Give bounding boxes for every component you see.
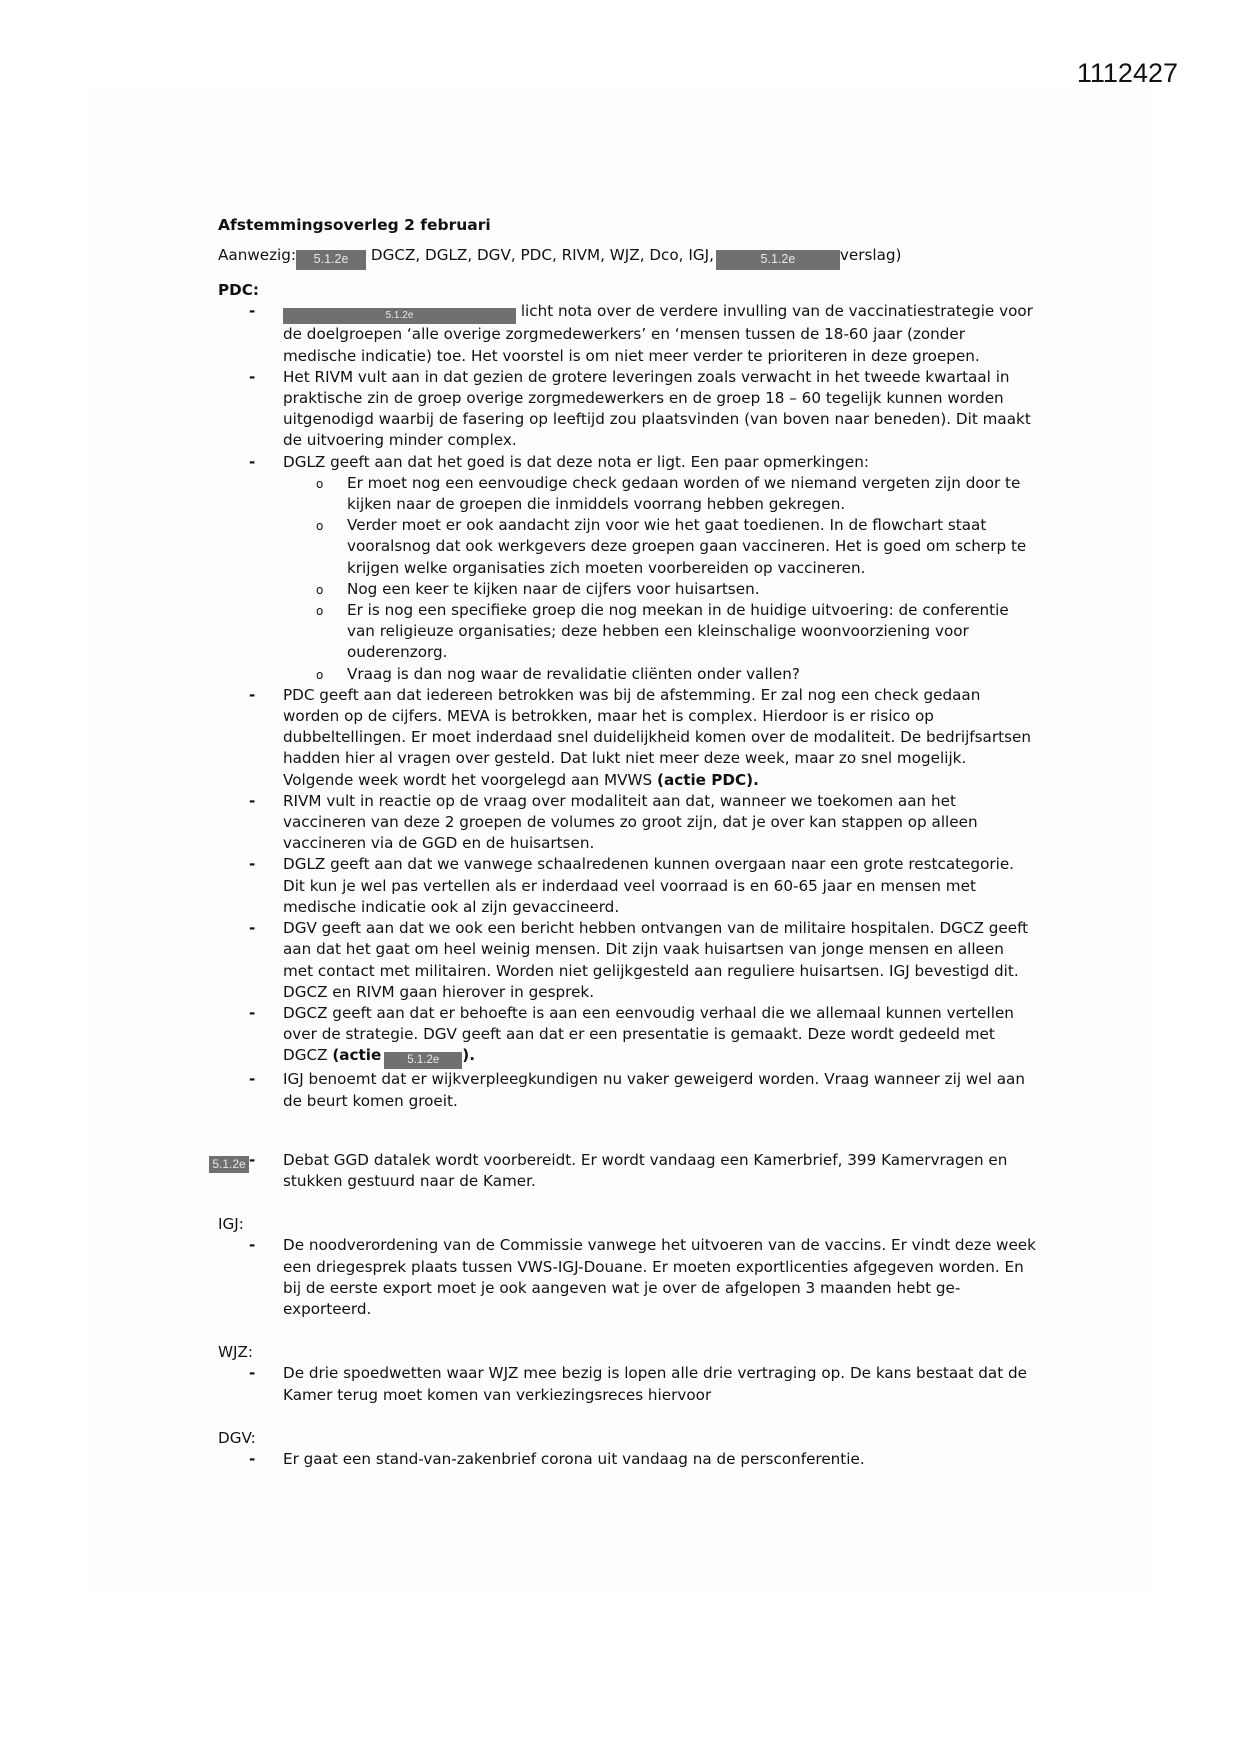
spacer [218, 1320, 1038, 1342]
action-suffix: ). [462, 1046, 475, 1065]
list-item [283, 301, 1038, 366]
attendees-label: Aanwezig: [218, 246, 297, 265]
list-item: - De noodverordening van de Commissie vanwege het uitvoeren van de vaccins. Er vindt deze week een driegesprek plaats tussen VWS-IGJ-Douane. Er moeten exportlicenties afgegeven worden. En bij de eerste export moet je ook aangeven wat je over de afgelopen 3 maanden hebt ge-exporteerd. [283, 1235, 1038, 1320]
meeting-minutes [218, 215, 1038, 1470]
section-heading-wjz: WJZ: [218, 1343, 254, 1362]
document-number: 1112427 [1076, 58, 1178, 88]
spacer [218, 1112, 1038, 1150]
pdc-item-list [218, 301, 1038, 1111]
list-item [283, 685, 1038, 791]
redaction-box: 5.1.2e [296, 250, 366, 270]
section-heading-igj: IGJ: [218, 1215, 244, 1234]
dgv-item-list [218, 1449, 1038, 1470]
list-item [283, 452, 1038, 685]
action-label: (actie PDC). [657, 770, 759, 789]
spacer [218, 1192, 1038, 1214]
redaction-box: 5.1.2e [384, 1052, 462, 1069]
sub-list-item: o Nog een keer te kijken naar de cijfers voor huisartsen. [347, 579, 1038, 600]
section-heading-dgv: DGV: [218, 1428, 256, 1447]
list-item [283, 1003, 1038, 1069]
attendees-suffix: verslag) [839, 246, 902, 265]
document-title: Afstemmingsoverleg 2 februari [218, 216, 491, 234]
sub-list-item: o Vraag is dan nog waar de revalidatie cliënten onder vallen? [347, 664, 1038, 685]
wjz-item-list [218, 1363, 1038, 1405]
list-item: - DGLZ geeft aan dat we vanwege schaalredenen kunnen overgaan naar een grote restcategorie. Dit kun je wel pas vertellen als er inderdaad veel voorraad is en 60-65 jaar en mensen met medische indicatie ook al zijn gevaccineerd. [283, 854, 1038, 918]
list-item: - IGJ benoemt dat er wijkverpleegkundigen nu vaker geweigerd worden. Vraag wanneer zij wel aan de beurt komen groeit. [283, 1069, 1038, 1111]
redaction-box: 5.1.2e [716, 250, 840, 270]
attendees-list: DGCZ, DGLZ, DGV, PDC, RIVM, WJZ, Dco, IGJ, [370, 246, 714, 265]
list-item: - RIVM vult in reactie op de vraag over modaliteit aan dat, wanneer we toekomen aan het vaccineren van deze 2 groepen de volumes zo groot zijn, dat je over kan stappen op alleen vaccineren via de GGD en de huisartsen. [283, 791, 1038, 855]
list-item: - Debat GGD datalek wordt voorbereidt. Er wordt vandaag een Kamerbrief, 399 Kamervragen en stukken gestuurd naar de Kamer. [283, 1150, 1038, 1192]
list-item: - DGV geeft aan dat we ook een bericht hebben ontvangen van de militaire hospitalen. DGCZ geeft aan dat het gaat om heel weinig mensen. Dit zijn vaak huisartsen van jonge mensen en alleen met contact met militairen. Worden niet gelijkgesteld aan reguliere huisartsen. IGJ bevestigd dit. DGCZ en RIVM gaan hierover in gesprek. [283, 918, 1038, 1003]
list-item-text: DGLZ geeft aan dat het goed is dat deze nota er ligt. Een paar opmerkingen: [283, 452, 869, 471]
redacted-section-heading: 5.1.2e [209, 1156, 249, 1173]
list-item: - Er gaat een stand-van-zakenbrief corona uit vandaag na de persconferentie. [283, 1449, 1038, 1470]
list-item: - Het RIVM vult aan in dat gezien de grotere leveringen zoals verwacht in het tweede kwartaal in praktische zin de groep overige zorgmedewerkers en de groep 18 – 60 tegelijk kunnen worden uitgenodigd waarbij de fasering op leeftijd zou plaatsvinden (van boven naar beneden). Dit maakt de uitvoering minder complex. [283, 367, 1038, 452]
igj-item-list [218, 1235, 1038, 1320]
sub-item-list [283, 473, 1038, 685]
section-heading-pdc: PDC: [218, 281, 259, 300]
list-item-text: DGCZ geeft aan dat er behoefte is aan een eenvoudig verhaal die we allemaal kunnen vertellen over de strategie. DGV geeft aan dat er een presentatie is gemaakt. Deze wordt gedeeld met DGCZ [283, 1003, 1014, 1065]
list-item-text: PDC geeft aan dat iedereen betrokken was bij de afstemming. Er zal nog een check gedaan worden op de cijfers. MEVA is betrokken, maar het is complex. Hierdoor is er risico op dubbeltellingen. Er moet inderdaad snel duidelijkheid komen over de modaliteit. De bedrijfsartsen hadden hier al vragen over gesteld. Dat lukt niet meer deze week, maar zo snel mogelijk. Volgende week wordt het voorgelegd aan MVWS [283, 685, 1031, 789]
sub-list-item: o Er moet nog een eenvoudige check gedaan worden of we niemand vergeten zijn door te kijken naar de groepen die inmiddels voorrang hebben gekregen. [347, 473, 1038, 515]
list-item-text: licht nota over de verdere invulling van de vaccinatiestrategie voor de doelgroepen ‘alle overige zorgmedewerkers’ en ‘mensen tussen de 18-60 jaar (zonder medische indicatie) toe. Het voorstel is om niet meer verder te prioriteren in deze groepen. [283, 302, 1033, 365]
redaction-box: 5.1.2e [283, 308, 516, 324]
redacted-section-item-list [218, 1150, 1038, 1192]
attendees-line [218, 245, 1038, 270]
sub-list-item: o Er is nog een specifieke groep die nog meekan in de huidige uitvoering: de conferentie van religieuze organisaties; deze hebben een kleinschalige woonvoorziening voor ouderenzorg. [347, 600, 1038, 664]
sub-list-item: o Verder moet er ook aandacht zijn voor wie het gaat toedienen. In de flowchart staat vooralsnog dat ook werkgevers deze groepen gaan vaccineren. Het is goed om scherp te krijgen welke organisaties zich moeten voorbereiden op vaccineren. [347, 515, 1038, 579]
spacer [218, 1406, 1038, 1428]
list-item: - De drie spoedwetten waar WJZ mee bezig is lopen alle drie vertraging op. De kans bestaat dat de Kamer terug moet komen van verkiezingsreces hiervoor [283, 1363, 1038, 1405]
action-label: (actie [332, 1046, 382, 1065]
